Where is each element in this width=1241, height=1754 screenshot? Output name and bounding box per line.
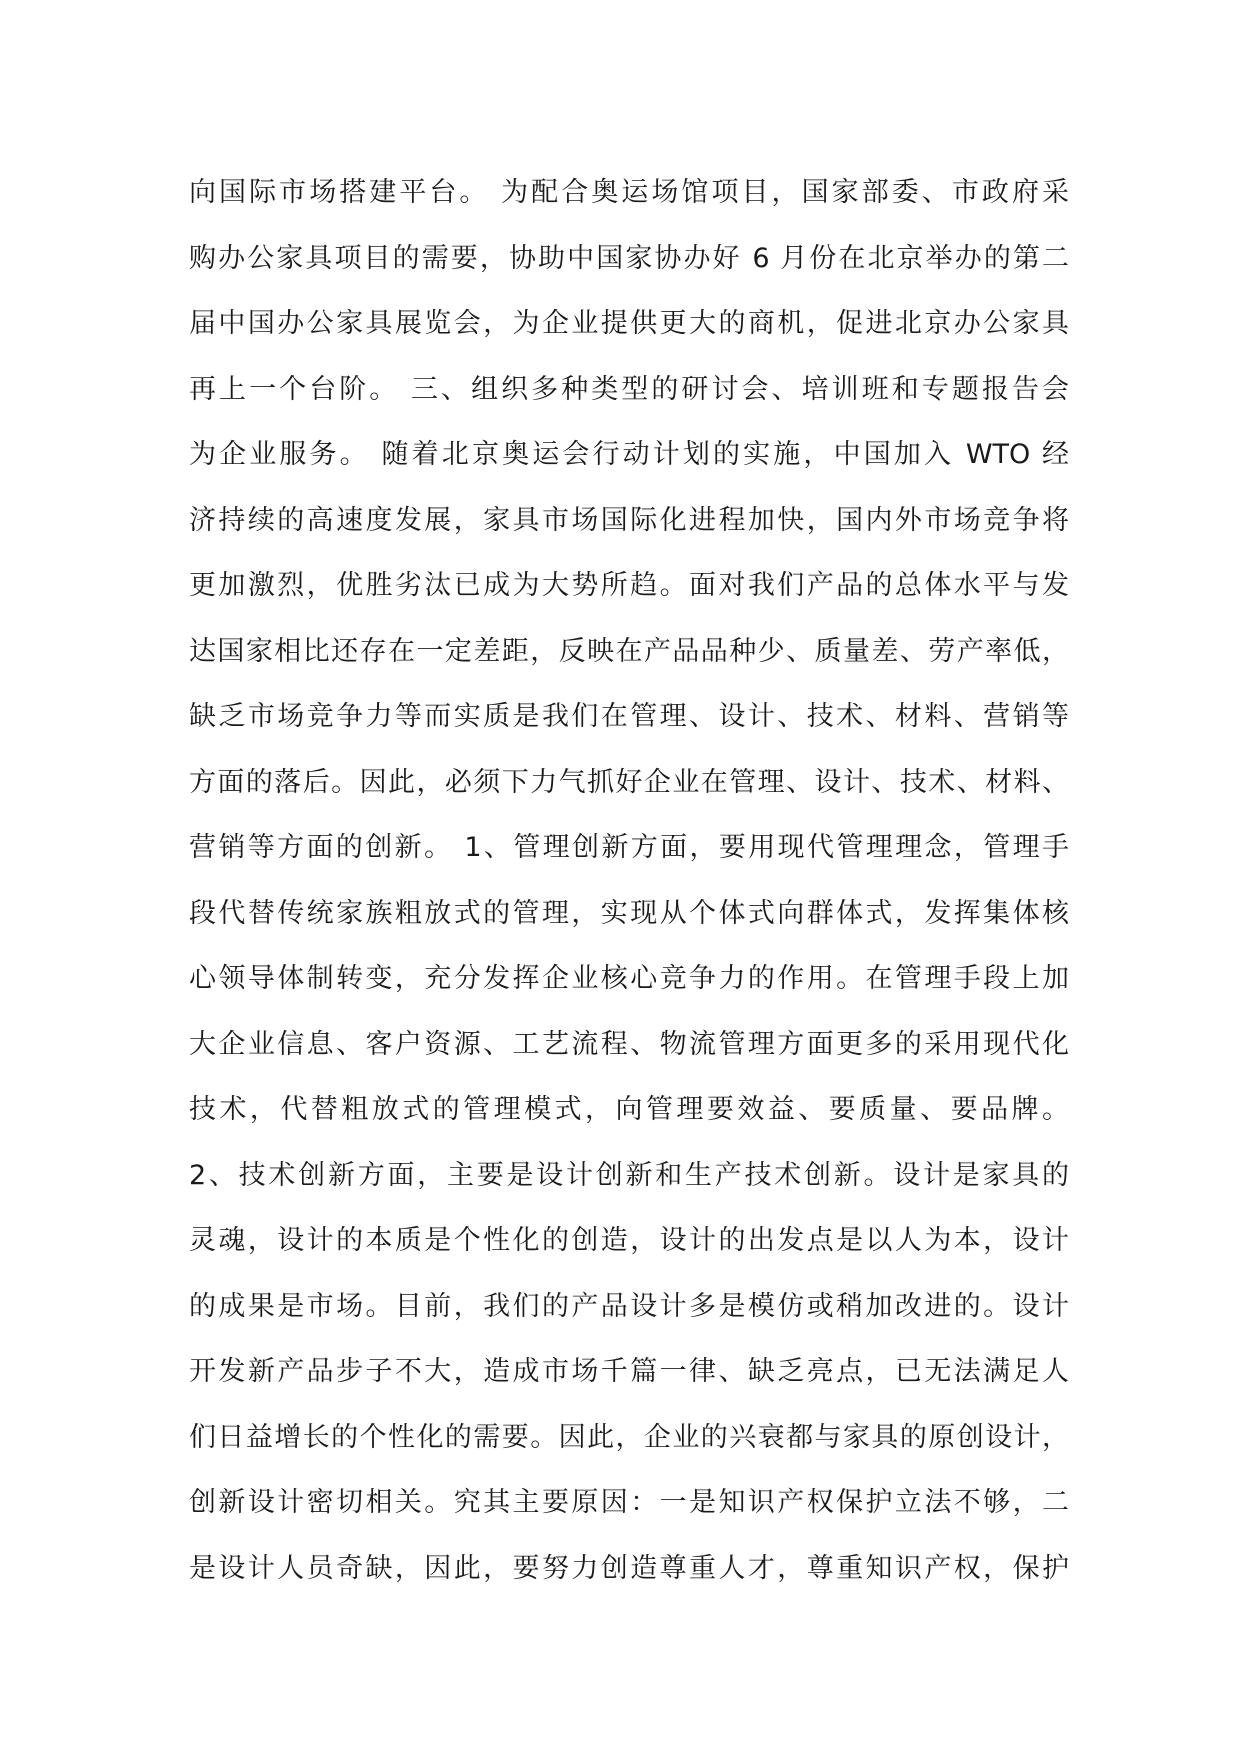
text-line-8: 达国家相比还存在一定差距，反映在产品品种少、质量差、劳产率低， [189,635,1069,667]
text-line-2: 购办公家具项目的需要，协助中国家协办好 6 月份在北京举办的第二 [189,242,1069,274]
body-text [189,160,1069,1601]
text-line-16: 2、技术创新方面，主要是设计创新和生产技术创新。设计是家具的 [189,1159,1069,1191]
text-line-22: 是设计人员奇缺，因此，要努力创造尊重人才，尊重知识产权，保护 [189,1552,1069,1584]
text-line-10: 方面的落后。因此，必须下力气抓好企业在管理、设计、技术、材料、 [189,766,1069,798]
text-line-15: 技术，代替粗放式的管理模式，向管理要效益、要质量、要品牌。 [189,1094,1069,1125]
text-line-21: 创新设计密切相关。究其主要原因：一是知识产权保护立法不够，二 [189,1487,1069,1518]
text-line-3: 届中国办公家具展览会，为企业提供更大的商机，促进北京办公家具 [189,308,1069,339]
text-line-18: 的成果是市场。目前，我们的产品设计多是模仿或稍加改进的。设计 [189,1290,1069,1322]
text-line-19: 开发新产品步子不大，造成市场千篇一律、缺乏亮点，已无法满足人 [189,1356,1069,1387]
text-line-1: 向国际市场搭建平台。 为配合奥运场馆项目，国家部委、市政府采 [189,177,1069,208]
text-line-6: 济持续的高速度发展，家具市场国际化进程加快，国内外市场竞争将 [189,504,1069,536]
text-line-12: 段代替传统家族粗放式的管理，实现从个体式向群体式，发挥集体核 [189,897,1069,929]
text-line-17: 灵魂，设计的本质是个性化的创造，设计的出发点是以人为本，设计 [189,1225,1069,1256]
text-line-7: 更加激烈，优胜劣汰已成为大势所趋。面对我们产品的总体水平与发 [189,570,1069,601]
text-line-11: 营销等方面的创新。 1、管理创新方面，要用现代管理理念，管理手 [189,832,1069,863]
text-line-5: 为企业服务。 随着北京奥运会行动计划的实施，中国加入 WTO 经 [189,439,1069,470]
text-line-13: 心领导体制转变，充分发挥企业核心竞争力的作用。在管理手段上加 [189,963,1069,994]
text-line-4: 再上一个台阶。 三、组织多种类型的研讨会、培训班和专题报告会 [189,373,1069,405]
text-line-20: 们日益增长的个性化的需要。因此，企业的兴衰都与家具的原创设计， [189,1421,1069,1453]
text-line-9: 缺乏市场竞争力等而实质是我们在管理、设计、技术、材料、营销等 [189,701,1069,732]
text-line-14: 大企业信息、客户资源、工艺流程、物流管理方面更多的采用现代化 [189,1028,1069,1060]
